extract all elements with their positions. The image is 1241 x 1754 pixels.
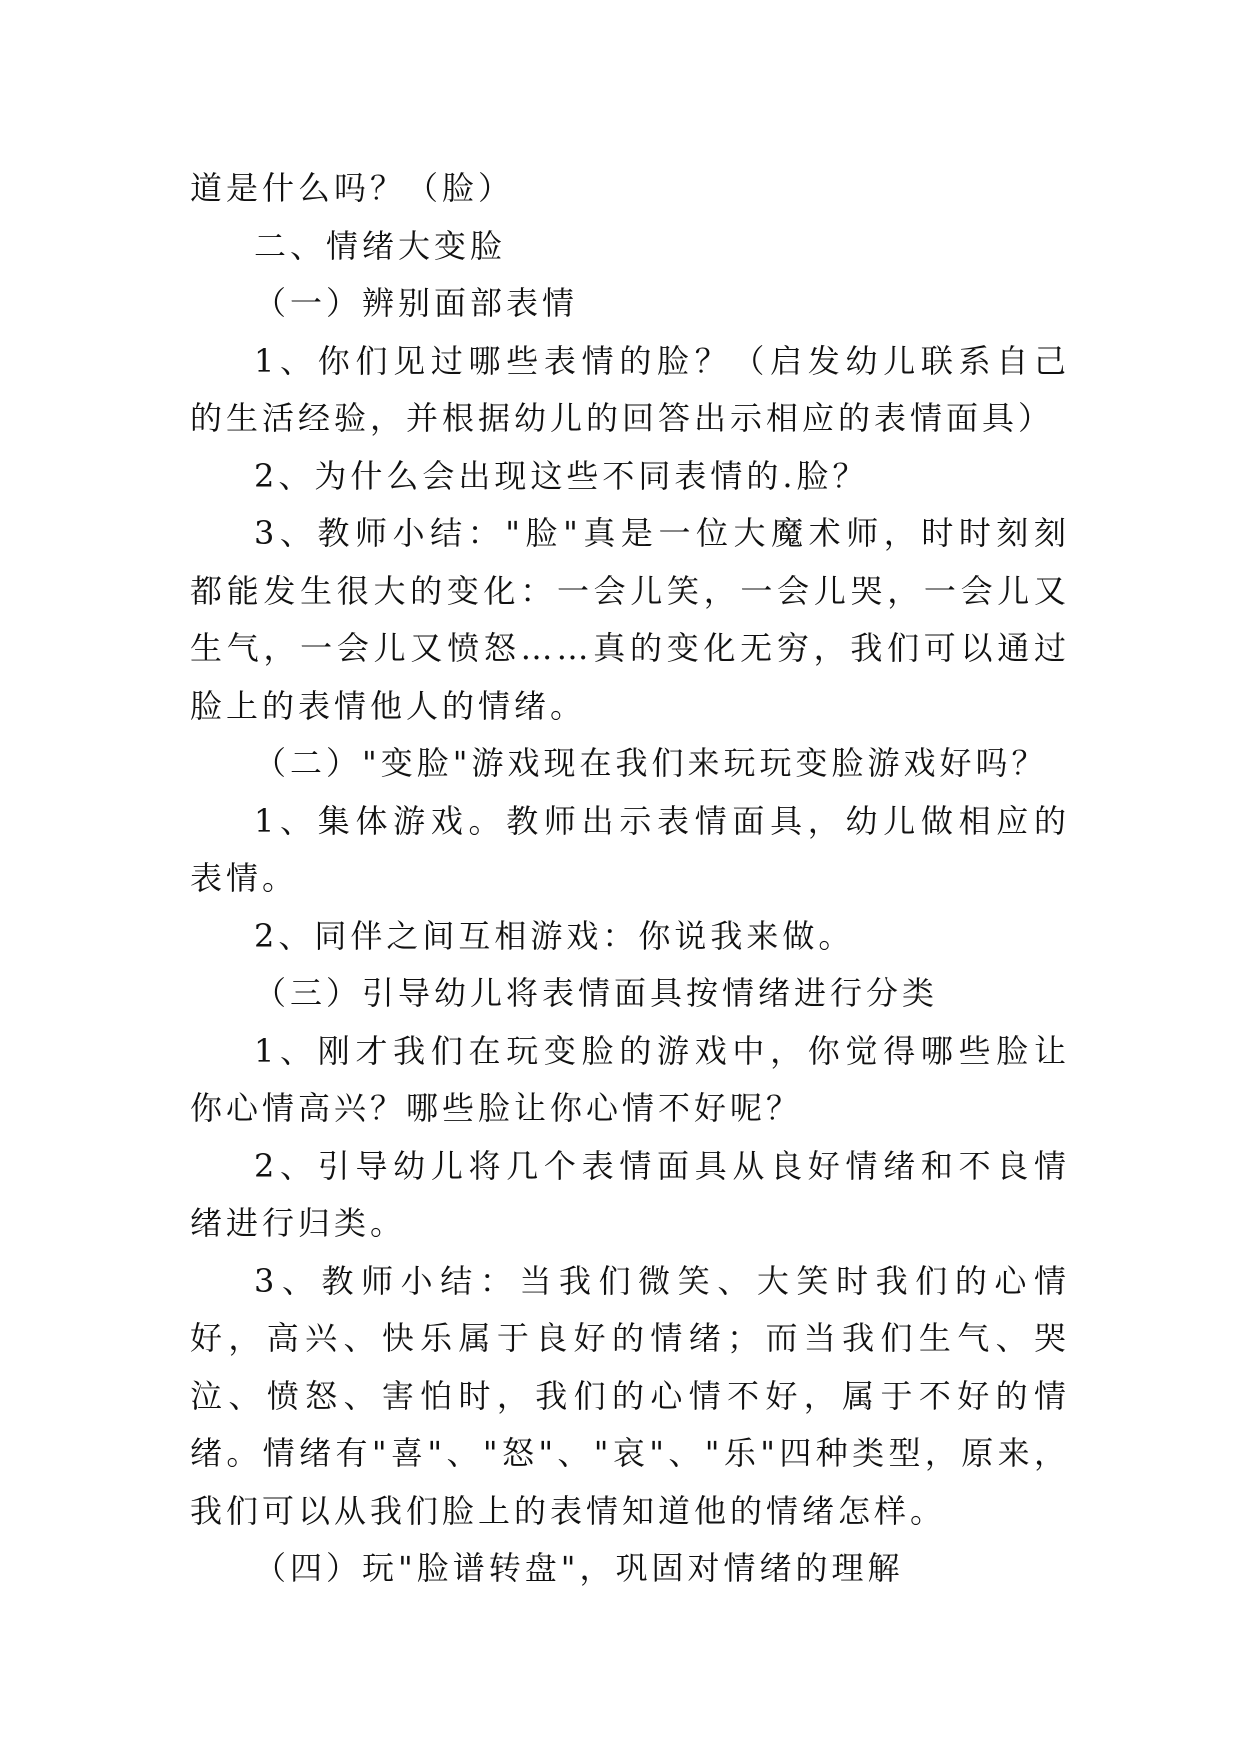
paragraph: 2、同伴之间互相游戏：你说我来做。 <box>254 916 855 955</box>
section-heading-2: 二、情绪大变脸 <box>254 226 507 265</box>
paragraph: 2、引导幼儿将几个表情面具从良好情绪和不良情绪进行归类。 <box>190 1146 1070 1242</box>
subsection-heading-3: （三）引导幼儿将表情面具按情绪进行分类 <box>254 974 939 1012</box>
subsection-heading-1: （一）辨别面部表情 <box>254 284 579 322</box>
paragraph: 1、刚才我们在玩变脸的游戏中，你觉得哪些脸让你心情高兴？哪些脸让你心情不好呢？ <box>190 1031 1070 1127</box>
paragraph: 1、你们见过哪些表情的脸？（启发幼儿联系自己的生活经验，并根据幼儿的回答出示相应的表情面具） <box>190 341 1070 437</box>
document-body <box>190 160 1070 1598</box>
paragraph: 3、教师小结：当我们微笑、大笑时我们的心情好，高兴、快乐属于良好的情绪；而当我们生气、哭泣、愤怒、害怕时，我们的心情不好，属于不好的情绪。情绪有"喜"、"怒"、"哀"、"乐"四种类型，原来，我们可以从我们脸上的表情知道他的情绪怎样。 <box>190 1261 1070 1530</box>
paragraph: 3、教师小结："脸"真是一位大魔术师，时时刻刻都能发生很大的变化：一会儿笑，一会儿哭，一会儿又生气，一会儿又愤怒……真的变化无穷，我们可以通过脸上的表情他人的情绪。 <box>190 514 1070 725</box>
subsection-heading-2: （二）"变脸"游戏现在我们来玩玩变脸游戏好吗？ <box>254 744 1048 782</box>
subsection-heading-4: （四）玩"脸谱转盘"，巩固对情绪的理解 <box>254 1549 904 1587</box>
paragraph: 2、为什么会出现这些不同表情的.脸？ <box>254 456 869 495</box>
paragraph: 1、集体游戏。教师出示表情面具，幼儿做相应的表情。 <box>190 801 1070 897</box>
paragraph-continuation: 道是什么吗？（脸） <box>190 169 515 207</box>
